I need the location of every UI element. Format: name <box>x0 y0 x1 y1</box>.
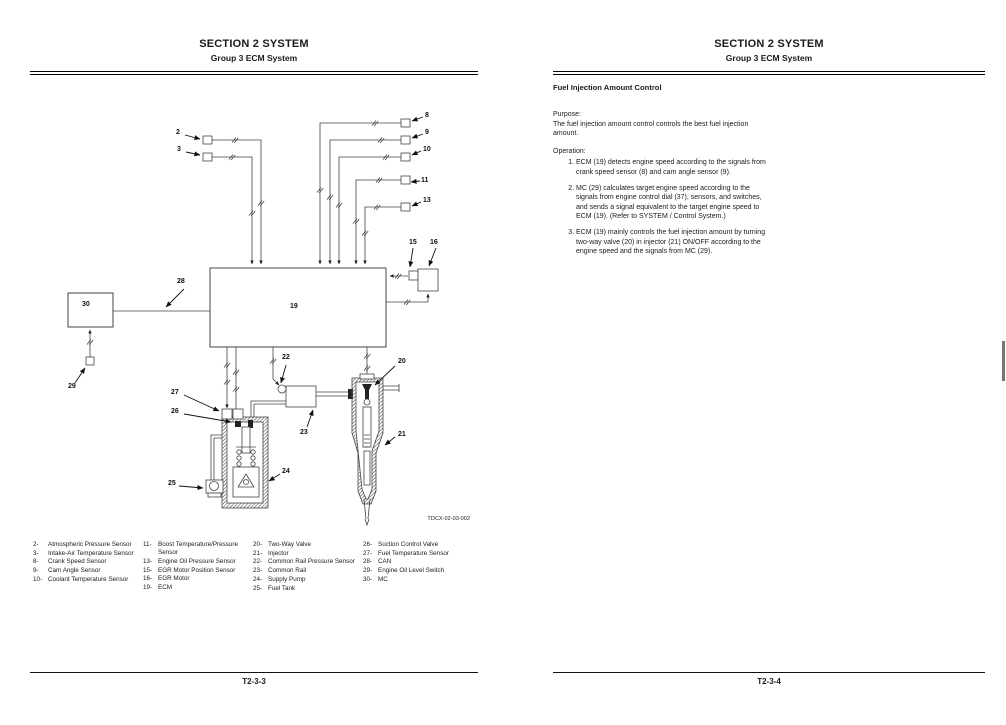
purpose-label: Purpose: <box>553 111 582 119</box>
legend-item: 25- Fuel Tank <box>253 584 296 592</box>
section-title: SECTION 2 SYSTEM <box>714 38 824 50</box>
legend-item: 30- MC <box>363 575 388 583</box>
section-title: SECTION 2 SYSTEM <box>199 38 309 50</box>
callout-boost-temperature-pressure-sensor: 11 <box>421 177 429 184</box>
mc-box <box>68 293 113 327</box>
callout-atmospheric-pressure-sensor: 2 <box>176 129 180 136</box>
legend-item: 27- Fuel Temperature Sensor <box>363 549 449 557</box>
operation-list <box>553 158 767 256</box>
legend-item: 8- Crank Speed Sensor <box>33 558 107 566</box>
common-rail-group <box>251 385 353 417</box>
egr-group <box>386 269 438 305</box>
group-title: Group 3 ECM System <box>210 53 298 63</box>
callout-coolant-temperature-sensor: 10 <box>423 146 431 153</box>
callout-can: 28 <box>177 278 185 285</box>
ecm-output-wires <box>224 347 370 419</box>
legend-item: 3- Intake-Air Temperature Sensor <box>33 549 134 557</box>
footer-rule-left <box>30 672 478 673</box>
legend-item: 9- Cam Angle Sensor <box>33 567 101 575</box>
supply-pump-group <box>222 409 268 508</box>
callout-common-rail-pressure-sensor: 22 <box>282 354 290 361</box>
sensor-wires-right <box>317 119 410 264</box>
operation-item: 1. ECM (19) detects engine speed according to the signals from crank speed sensor (8) and cam angle sensor (9). <box>576 158 767 177</box>
page-number-right: T2-3-4 <box>757 677 781 686</box>
legend-column <box>363 541 479 593</box>
page-edge-tab <box>1002 341 1005 381</box>
legend-item: 2- Atmospheric Pressure Sensor <box>33 541 132 548</box>
figure-code: TDCX-02-03-002 <box>427 516 470 522</box>
legend-item: 26- Suction Control Valve <box>363 541 439 548</box>
callout-two-way-valve: 20 <box>398 358 406 365</box>
callout-cam-angle-sensor: 9 <box>425 129 429 136</box>
legend-item: 19- ECM <box>143 584 172 592</box>
legend-item: 21- Injector <box>253 549 289 557</box>
legend-item: 10- Coolant Temperature Sensor <box>33 575 129 583</box>
legend <box>33 541 479 593</box>
legend-item: 15- EGR Motor Position Sensor <box>143 566 236 574</box>
left-page-header <box>30 38 478 63</box>
sensor-wires-left <box>203 136 264 264</box>
ecm-system-diagram <box>30 95 480 540</box>
legend-item: 23- Common Rail <box>253 567 307 575</box>
header-rule-left <box>30 71 478 75</box>
purpose-text: The fuel injection amount control controls the best fuel injection amount. <box>553 120 749 137</box>
callout-fuel-tank: 25 <box>168 480 176 487</box>
callout-egr-motor: 16 <box>430 239 438 246</box>
legend-item: 22- Common Rail Pressure Sensor <box>253 558 355 566</box>
ecm-diagram-linework <box>30 95 480 540</box>
callout-injector: 21 <box>398 431 406 438</box>
callout-egr-motor-position-sensor: 15 <box>409 239 417 246</box>
header-rule-right <box>553 71 985 75</box>
callout-engine-oil-pressure-sensor: 13 <box>423 197 431 204</box>
legend-column <box>253 541 363 593</box>
callout-common-rail: 23 <box>300 429 308 436</box>
legend-item: 11- Boost Temperature/Pressure Sensor <box>143 541 239 557</box>
legend-item: 28- CAN <box>363 558 392 566</box>
fuel-injection-amount-control-section <box>553 83 767 263</box>
legend-item: 24- Supply Pump <box>253 575 306 583</box>
fuel-tank-group <box>206 435 223 497</box>
operation-item: 3. ECM (19) mainly controls the fuel injection amount by turning two-way valve (20) in injector (21) ON/OFF according to the engine speed and the signals from MC (29). <box>576 228 767 256</box>
callout-engine-oil-level-switch: 29 <box>68 383 76 390</box>
topic-heading: Fuel Injection Amount Control <box>553 83 662 92</box>
page-number-left: T2-3-3 <box>242 677 266 686</box>
legend-column <box>33 541 143 593</box>
callout-mc: 30 <box>82 301 90 308</box>
legend-item: 20- Two-Way Valve <box>253 541 312 548</box>
callout-crank-speed-sensor: 8 <box>425 112 429 119</box>
group-title: Group 3 ECM System <box>725 53 813 63</box>
callout-fuel-temperature-sensor: 27 <box>171 389 179 396</box>
right-page-header <box>553 38 985 63</box>
legend-item: 13- Engine Oil Pressure Sensor <box>143 557 236 565</box>
legend-column <box>143 541 253 593</box>
legend-item: 16- EGR Motor <box>143 575 190 583</box>
operation-label: Operation: <box>553 148 586 156</box>
callout-ecm: 19 <box>290 303 298 310</box>
operation-item: 2. MC (29) calculates target engine speed according to the signals from engine control dial (37), sensors, and switches, and sends a signal equivalent to the target engine speed to ECM (19). (Refer to SYSTEM / Control System.) <box>576 184 767 221</box>
callout-suction-control-valve: 26 <box>171 408 179 415</box>
callout-intake-air-temperature-sensor: 3 <box>177 146 181 153</box>
footer-rule-right <box>553 672 985 673</box>
callout-supply-pump: 24 <box>282 468 290 475</box>
injector-group <box>352 374 399 525</box>
oil-level-switch <box>86 330 94 365</box>
legend-item: 29- Engine Oil Level Switch <box>363 567 445 575</box>
ecm-box <box>210 268 386 347</box>
